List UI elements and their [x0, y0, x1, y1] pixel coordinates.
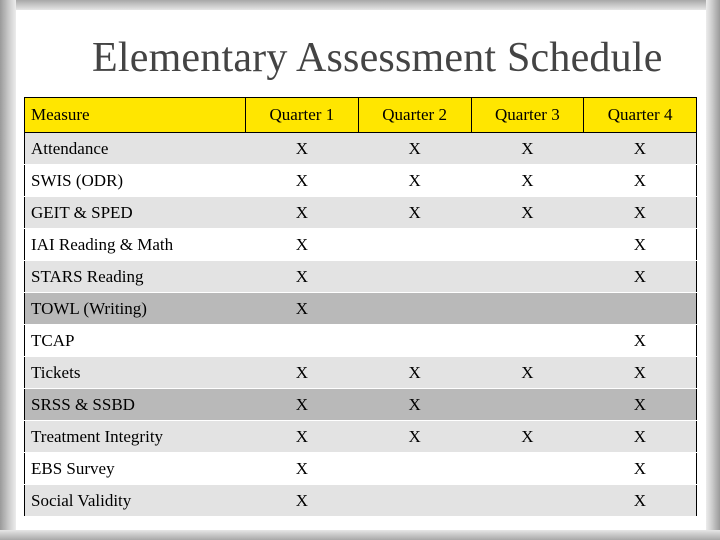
- table-row: [25, 357, 697, 389]
- quarter-3-cell: [471, 325, 584, 357]
- measure-cell: IAI Reading & Math: [25, 229, 246, 261]
- quarter-2-cell: X: [358, 133, 471, 165]
- header-measure: Measure: [25, 98, 246, 133]
- quarter-2-cell: [358, 453, 471, 485]
- quarter-4-cell: X: [584, 133, 697, 165]
- measure-cell: SWIS (ODR): [25, 165, 246, 197]
- quarter-3-cell: X: [471, 421, 584, 453]
- assessment-schedule-table: [24, 97, 697, 517]
- quarter-1-cell: X: [246, 197, 359, 229]
- quarter-1-cell: X: [246, 293, 359, 325]
- quarter-4-cell: X: [584, 261, 697, 293]
- measure-cell: SRSS & SSBD: [25, 389, 246, 421]
- quarter-1-cell: X: [246, 357, 359, 389]
- table-row: [25, 325, 697, 357]
- table-row: [25, 485, 697, 517]
- quarter-2-cell: X: [358, 165, 471, 197]
- table-row: [25, 453, 697, 485]
- frame-left-edge: [0, 0, 16, 540]
- quarter-4-cell: [584, 293, 697, 325]
- header-quarter-4: Quarter 4: [584, 98, 697, 133]
- quarter-4-cell: X: [584, 453, 697, 485]
- quarter-4-cell: X: [584, 197, 697, 229]
- measure-cell: Attendance: [25, 133, 246, 165]
- quarter-4-cell: X: [584, 165, 697, 197]
- measure-cell: STARS Reading: [25, 261, 246, 293]
- quarter-4-cell: X: [584, 229, 697, 261]
- quarter-3-cell: X: [471, 197, 584, 229]
- quarter-1-cell: X: [246, 421, 359, 453]
- quarter-1-cell: X: [246, 229, 359, 261]
- quarter-2-cell: X: [358, 357, 471, 389]
- measure-cell: TOWL (Writing): [25, 293, 246, 325]
- header-row: [25, 98, 697, 133]
- slide-title: Elementary Assessment Schedule: [92, 35, 663, 81]
- table-row: [25, 133, 697, 165]
- quarter-3-cell: [471, 229, 584, 261]
- quarter-3-cell: X: [471, 165, 584, 197]
- quarter-2-cell: [358, 229, 471, 261]
- table-row: [25, 197, 697, 229]
- header-quarter-1: Quarter 1: [246, 98, 359, 133]
- header-quarter-3: Quarter 3: [471, 98, 584, 133]
- quarter-1-cell: X: [246, 261, 359, 293]
- measure-cell: Tickets: [25, 357, 246, 389]
- measure-cell: Social Validity: [25, 485, 246, 517]
- quarter-3-cell: [471, 453, 584, 485]
- quarter-3-cell: X: [471, 357, 584, 389]
- quarter-3-cell: [471, 485, 584, 517]
- header-quarter-2: Quarter 2: [358, 98, 471, 133]
- quarter-4-cell: X: [584, 325, 697, 357]
- quarter-1-cell: X: [246, 389, 359, 421]
- quarter-2-cell: X: [358, 197, 471, 229]
- frame-top-edge: [0, 0, 720, 10]
- table-row: [25, 261, 697, 293]
- table-row: [25, 293, 697, 325]
- quarter-2-cell: X: [358, 421, 471, 453]
- quarter-4-cell: X: [584, 421, 697, 453]
- quarter-1-cell: X: [246, 133, 359, 165]
- table-row: [25, 421, 697, 453]
- quarter-4-cell: X: [584, 357, 697, 389]
- quarter-3-cell: X: [471, 133, 584, 165]
- table-row: [25, 165, 697, 197]
- quarter-3-cell: [471, 261, 584, 293]
- measure-cell: GEIT & SPED: [25, 197, 246, 229]
- quarter-4-cell: X: [584, 485, 697, 517]
- quarter-3-cell: [471, 389, 584, 421]
- table-row: [25, 229, 697, 261]
- quarter-3-cell: [471, 293, 584, 325]
- quarter-1-cell: X: [246, 485, 359, 517]
- quarter-1-cell: X: [246, 165, 359, 197]
- measure-cell: Treatment Integrity: [25, 421, 246, 453]
- quarter-2-cell: [358, 325, 471, 357]
- quarter-1-cell: X: [246, 453, 359, 485]
- quarter-4-cell: X: [584, 389, 697, 421]
- table-row: [25, 389, 697, 421]
- quarter-1-cell: [246, 325, 359, 357]
- quarter-2-cell: [358, 485, 471, 517]
- measure-cell: EBS Survey: [25, 453, 246, 485]
- quarter-2-cell: [358, 261, 471, 293]
- quarter-2-cell: [358, 293, 471, 325]
- measure-cell: TCAP: [25, 325, 246, 357]
- frame-bottom-edge: [0, 530, 720, 540]
- quarter-2-cell: X: [358, 389, 471, 421]
